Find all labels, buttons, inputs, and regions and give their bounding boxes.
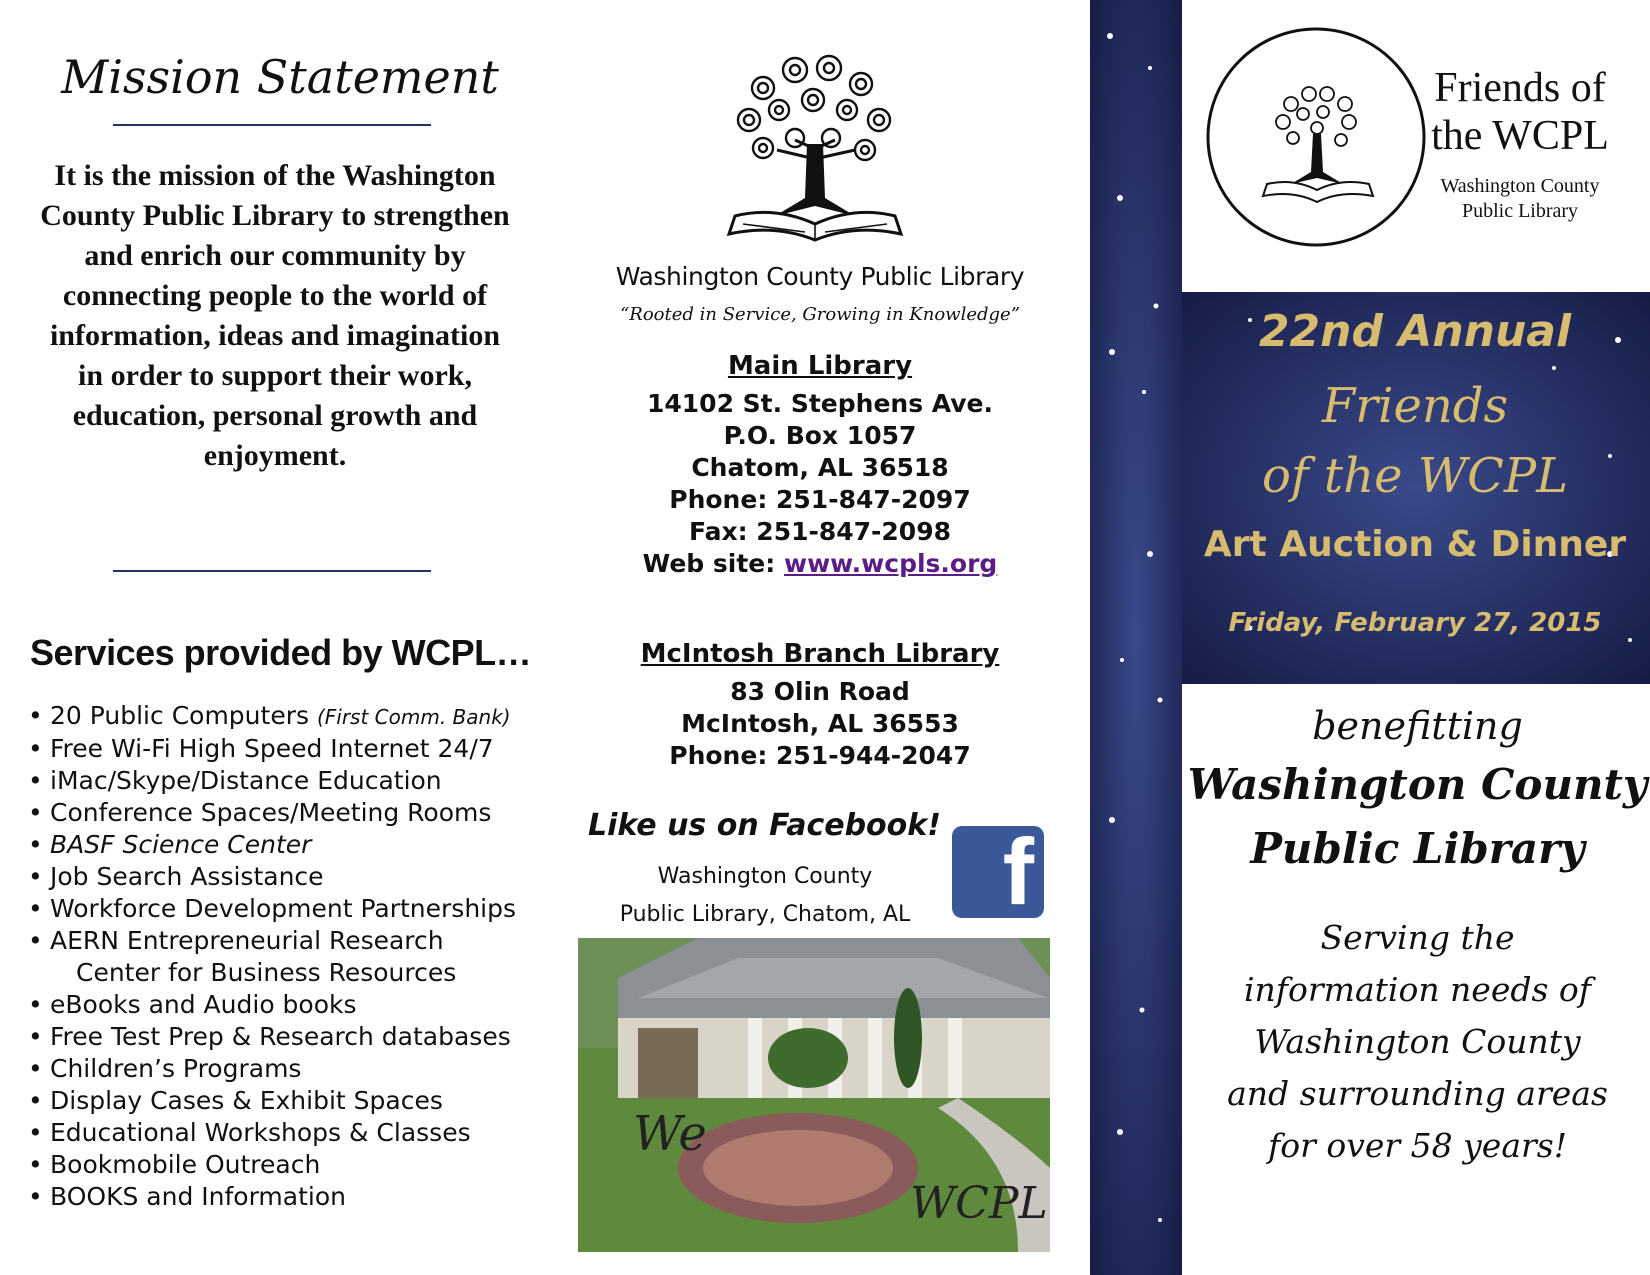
- list-item: • Children’s Programs: [28, 1053, 558, 1085]
- friends-subtitle: Washington County Public Library: [1440, 175, 1600, 222]
- list-item: • Workforce Development Partnerships: [28, 893, 558, 925]
- photo-caption-we: We: [633, 1106, 707, 1162]
- address-line: McIntosh, AL 36553: [681, 709, 959, 738]
- facebook-heading: Like us on Facebook!: [588, 808, 941, 843]
- tree-book-logo: [715, 48, 915, 244]
- list-item: • Job Search Assistance: [28, 861, 558, 893]
- beneficiary-line1: Washington County: [1187, 760, 1648, 809]
- mission-text: It is the mission of the Washington County Public Library to strengthen and enrich our community by connecting people to the world of information, ideas and imagination in order to support their work, education, personal growth and enjoyment.: [40, 159, 510, 472]
- services-list: [28, 700, 558, 1213]
- list-item: • 20 Public Computers (First Comm. Bank): [28, 700, 558, 733]
- branch-library-address: [560, 632, 1080, 772]
- facebook-icon[interactable]: f: [952, 826, 1044, 918]
- address-line: P.O. Box 1057: [723, 421, 917, 450]
- main-library-address: [560, 344, 1080, 580]
- event-friends: Friends: [1321, 378, 1509, 434]
- event-of-the-wcpl: of the WCPL: [1261, 448, 1569, 504]
- photo-caption-wcpl: WCPL: [910, 1178, 1048, 1229]
- library-name: Washington County Public Library: [615, 262, 1025, 291]
- branch-library-heading: McIntosh Branch Library: [640, 639, 1000, 669]
- fax: Fax: 251-847-2098: [688, 517, 951, 546]
- left-panel: [0, 0, 560, 1275]
- list-item: • Free Test Prep & Research databases: [28, 1021, 558, 1053]
- list-item: • Bookmobile Outreach: [28, 1149, 558, 1181]
- library-photo: [578, 938, 1050, 1252]
- website-line: Web site: www.wcpls.org: [642, 549, 998, 578]
- list-item: • BOOKS and Information: [28, 1181, 558, 1213]
- phone: Phone: 251-944-2047: [669, 741, 971, 770]
- main-library-heading: Main Library: [727, 351, 913, 381]
- divider-top: [113, 124, 431, 126]
- middle-panel: [560, 0, 1080, 1275]
- list-item: • BASF Science Center: [28, 829, 558, 861]
- friends-title: Friends of the WCPL: [1431, 65, 1609, 159]
- library-tagline: “Rooted in Service, Growing in Knowledge”: [620, 304, 1020, 325]
- serving-text: Serving the information needs of Washington County and surrounding areas for over 58 years!: [1227, 918, 1608, 1165]
- phone: Phone: 251-847-2097: [669, 485, 971, 514]
- list-item: • AERN Entrepreneurial Research: [28, 925, 558, 957]
- list-item: Center for Business Resources: [76, 958, 457, 987]
- list-item: • Display Cases & Exhibit Spaces: [28, 1085, 558, 1117]
- list-item: • eBooks and Audio books: [28, 989, 558, 1021]
- list-item: • Educational Workshops & Classes: [28, 1117, 558, 1149]
- services-title: Services provided by WCPL…: [30, 632, 532, 673]
- list-item: • Free Wi-Fi High Speed Internet 24/7: [28, 733, 558, 765]
- list-item: • Conference Spaces/Meeting Rooms: [28, 797, 558, 829]
- event-anniversary: 22nd Annual: [1258, 306, 1572, 357]
- event-title: Art Auction & Dinner: [1203, 524, 1627, 565]
- address-line: 83 Olin Road: [730, 677, 910, 706]
- address-line: Chatom, AL 36518: [691, 453, 949, 482]
- address-line: 14102 St. Stephens Ave.: [647, 389, 993, 418]
- list-item: • iMac/Skype/Distance Education: [28, 765, 558, 797]
- event-date: Friday, February 27, 2015: [1228, 608, 1602, 638]
- benefitting-label: benefitting: [1312, 704, 1523, 748]
- facebook-text: Washington County Public Library, Chatom, AL: [619, 864, 911, 927]
- mission-title: Mission Statement: [61, 50, 499, 104]
- right-panel: [1090, 0, 1650, 1275]
- website-link[interactable]: www.wcpls.org: [783, 549, 998, 578]
- divider-bottom: [113, 570, 431, 572]
- beneficiary-line2: Public Library: [1250, 824, 1585, 873]
